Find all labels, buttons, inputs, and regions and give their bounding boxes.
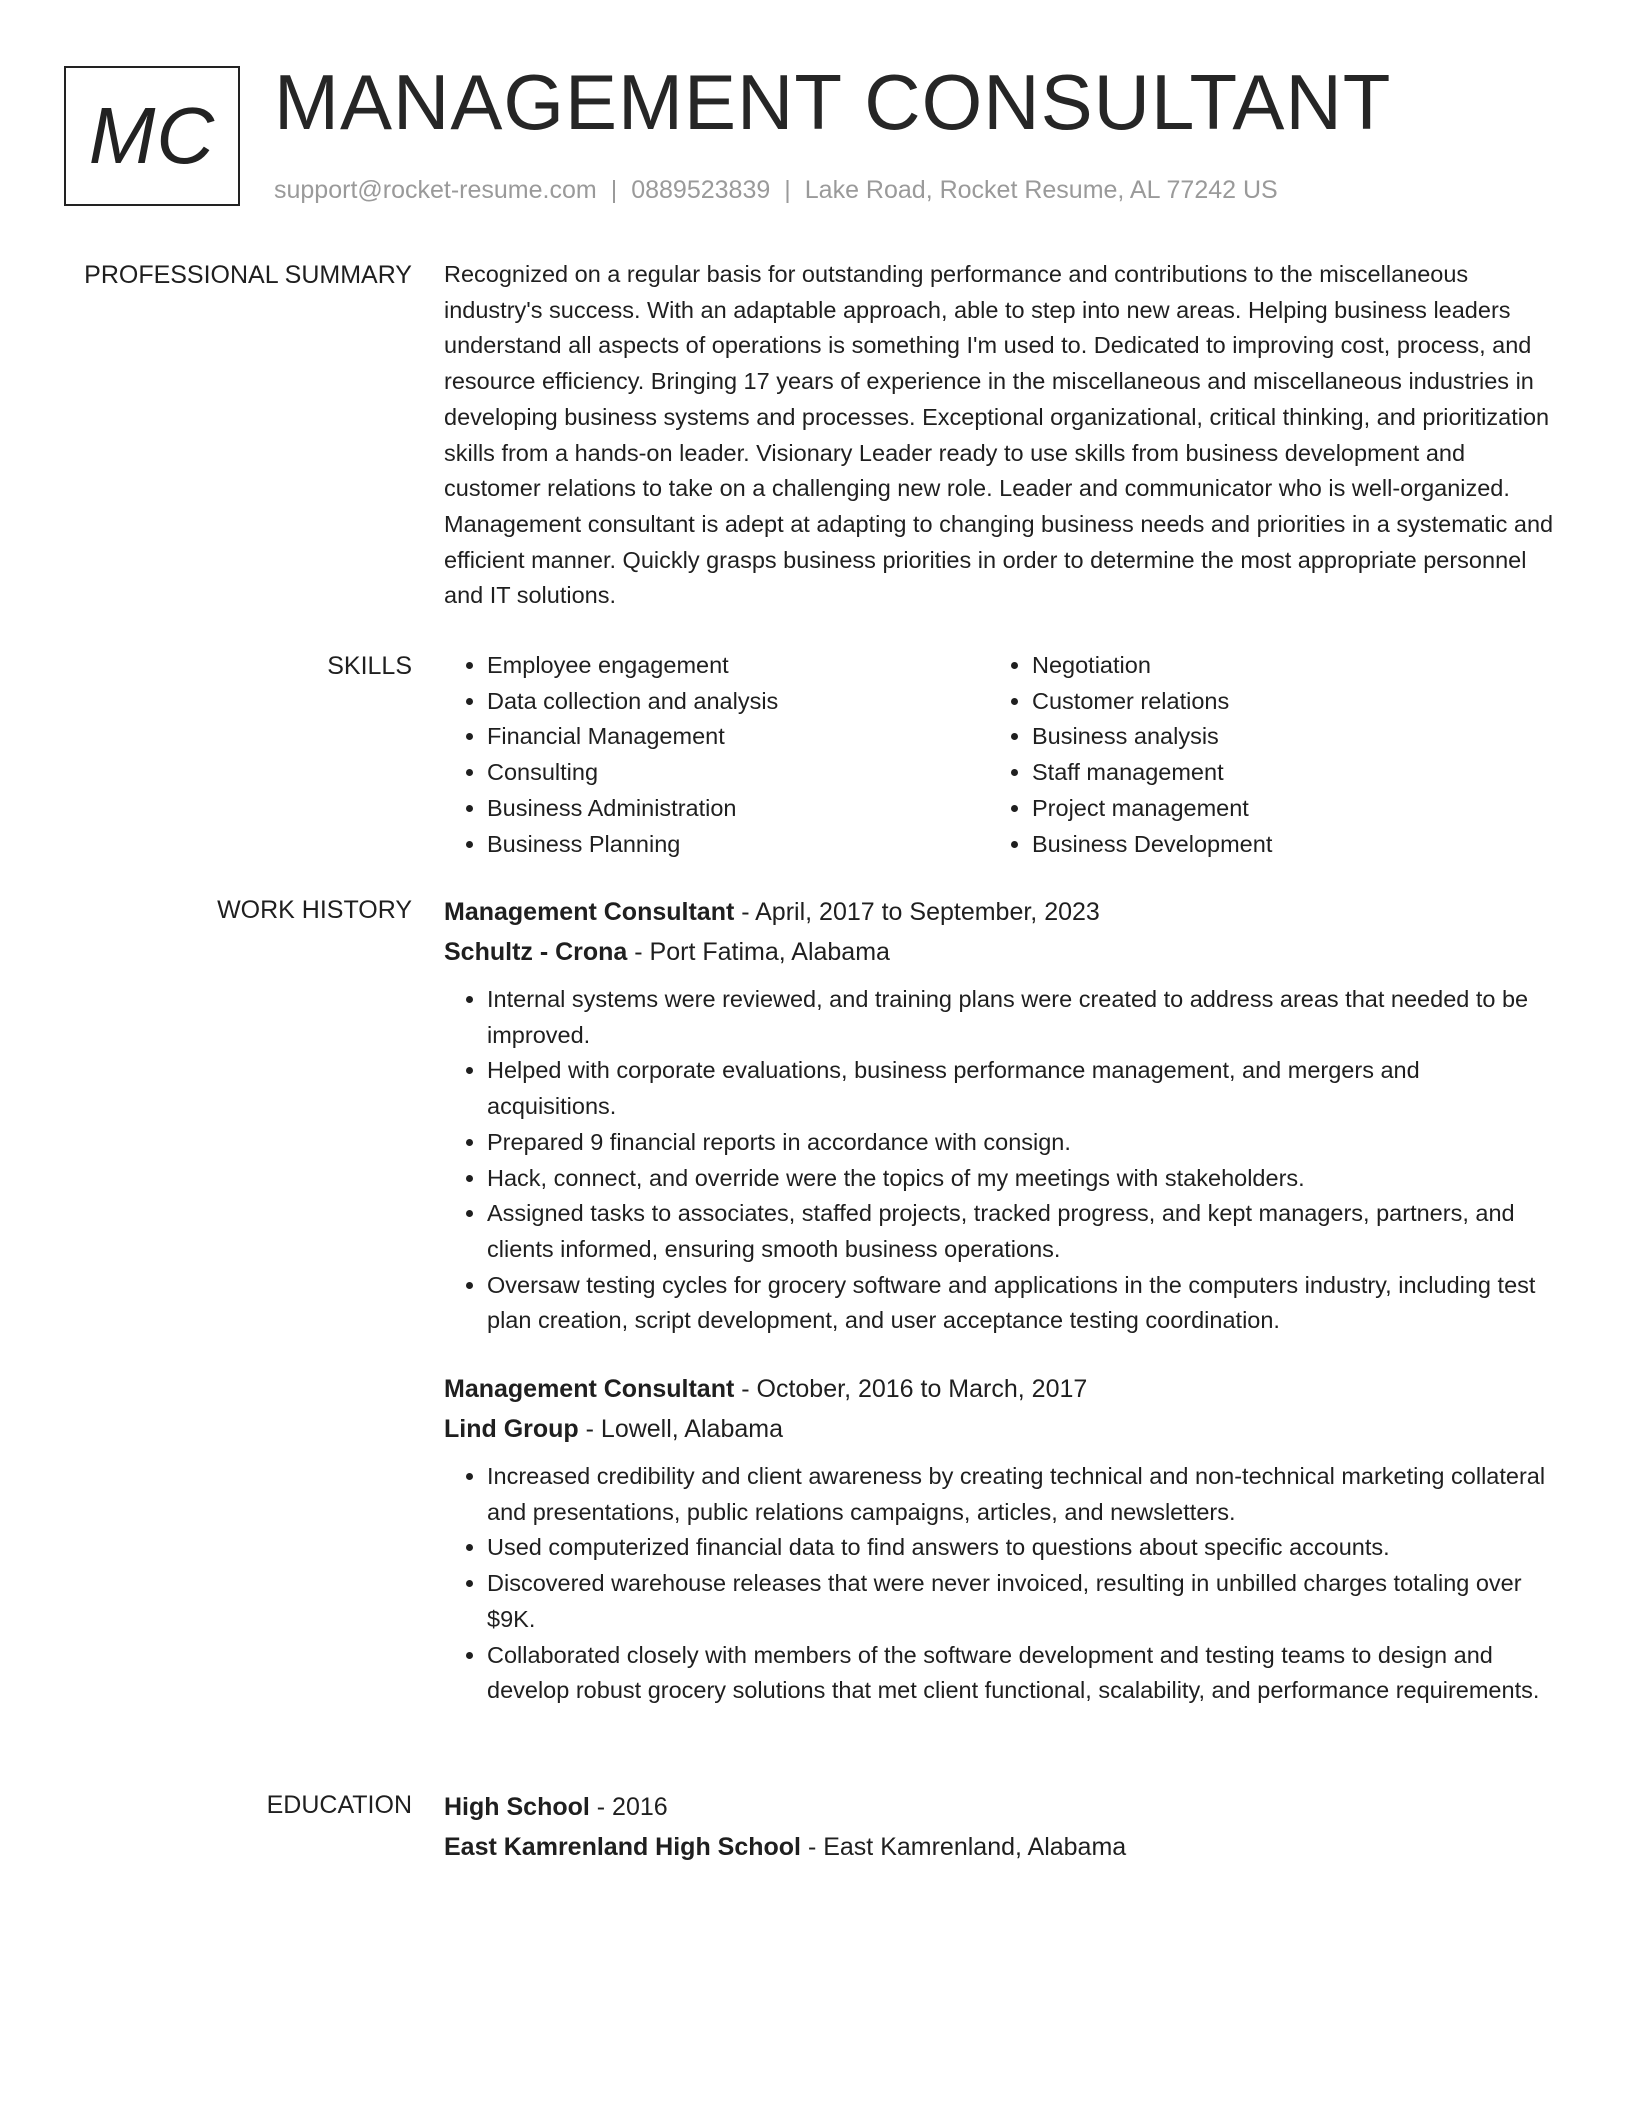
work-history-body	[444, 892, 1554, 1709]
skill-item: • Financial Management	[487, 719, 989, 755]
education-body	[444, 1787, 1554, 1867]
job-title: Management Consultant	[444, 1375, 735, 1404]
job-dates: - April, 2017 to September, 2023	[734, 898, 1100, 926]
job-bullet: • Hack, connect, and override were the topics of my meetings with stakeholders.	[487, 1161, 1554, 1197]
education-label: EDUCATION	[266, 1791, 412, 1819]
skill-item: • Business Planning	[487, 827, 989, 863]
education-school: East Kamrenland High School	[444, 1833, 802, 1861]
job-bullet: • Used computerized financial data to find answers to questions about specific accounts.	[487, 1530, 1554, 1566]
summary-text: Recognized on a regular basis for outstanding performance and contributions to the miscellaneous industry's success. With an adaptable approach, able to step into new areas. Helping business leaders understand all aspects of operations is something I'm used to. Dedicated to improving cost, process, and resource efficiency. Bringing 17 years of experience in the miscellaneous and miscellaneous industries in developing business systems and processes. Exceptional organizational, critical thinking, and prioritization skills from a hands-on leader. Visionary Leader ready to use skills from business development and customer relations to take on a challenging new role. Leader and communicator who is well-organized. Management consultant is adept at adapting to changing business needs and priorities in a systematic and efficient manner. Quickly grasps business priorities in order to determine the most appropriate personnel and IT solutions.	[444, 261, 1554, 609]
job-title-line	[444, 1369, 1554, 1409]
job-title-line	[444, 892, 1554, 932]
contact-separator: |	[610, 176, 618, 204]
contact-email[interactable]: support@rocket-resume.com	[274, 176, 597, 204]
job-entry	[444, 1369, 1554, 1709]
work-history-label: WORK HISTORY	[217, 896, 412, 924]
summary-label: PROFESSIONAL SUMMARY	[84, 261, 412, 289]
skill-item: • Consulting	[487, 755, 989, 791]
job-company: Lind Group	[444, 1415, 579, 1444]
job-bullets	[444, 1459, 1554, 1709]
job-location: - Lowell, Alabama	[578, 1415, 783, 1444]
skill-item: • Negotiation	[1032, 648, 1534, 684]
skill-item: • Business Administration	[487, 791, 989, 827]
job-bullet: • Collaborated closely with members of the software development and testing teams to design and develop robust grocery solutions that met client functional, scalability, and performance requirements.	[487, 1638, 1554, 1709]
job-bullet: • Discovered warehouse releases that were never invoiced, resulting in unbilled charges totaling over $9K.	[487, 1566, 1554, 1637]
job-bullet: • Prepared 9 financial reports in accordance with consign.	[487, 1125, 1554, 1161]
skill-item: • Customer relations	[1032, 684, 1534, 720]
education-degree: High School	[444, 1793, 590, 1821]
job-bullet: • Increased credibility and client awareness by creating technical and non-technical marketing collateral and presentations, public relations campaigns, articles, and newsletters.	[487, 1459, 1554, 1530]
job-bullet: • Assigned tasks to associates, staffed projects, tracked progress, and kept managers, partners, and clients informed, ensuring smooth business operations.	[487, 1196, 1554, 1267]
skill-item: • Project management	[1032, 791, 1534, 827]
skill-item: • Business analysis	[1032, 719, 1534, 755]
education-location: - East Kamrenland, Alabama	[801, 1833, 1127, 1861]
education-school-line	[444, 1827, 1554, 1867]
education-degree-line	[444, 1787, 1554, 1827]
job-company-line	[444, 932, 1554, 972]
monogram-initials: MC	[88, 91, 216, 180]
job-bullet: • Oversaw testing cycles for grocery software and applications in the computers industry, including test plan creation, script development, and user acceptance testing coordination.	[487, 1268, 1554, 1339]
job-title: Management Consultant	[444, 898, 735, 926]
job-entry	[444, 892, 1554, 1339]
job-bullet: • Internal systems were reviewed, and training plans were created to address areas that needed to be improved.	[487, 982, 1554, 1053]
skills-column-left	[444, 648, 989, 862]
skills-grid	[444, 648, 1554, 862]
contact-separator: |	[784, 176, 791, 204]
resume-title: MANAGEMENT CONSULTANT	[274, 58, 1392, 146]
contact-line	[274, 174, 1278, 206]
skill-item: • Staff management	[1032, 755, 1534, 791]
summary-body	[444, 257, 1554, 614]
skill-item: • Employee engagement	[487, 648, 989, 684]
job-dates: - October, 2016 to March, 2017	[734, 1375, 1088, 1404]
education-year: - 2016	[589, 1793, 668, 1821]
skills-label: SKILLS	[327, 652, 412, 680]
skill-item: • Business Development	[1032, 827, 1534, 863]
job-company-line	[444, 1409, 1554, 1449]
skills-column-right	[989, 648, 1534, 862]
job-bullet: • Helped with corporate evaluations, business performance management, and mergers and acquisitions.	[487, 1053, 1554, 1124]
job-location: - Port Fatima, Alabama	[627, 938, 890, 966]
job-company: Schultz - Crona	[444, 938, 628, 966]
contact-phone[interactable]: 0889523839	[631, 176, 771, 204]
skill-item: • Data collection and analysis	[487, 684, 989, 720]
contact-address: Lake Road, Rocket Resume, AL 77242 US	[804, 176, 1278, 204]
monogram-badge	[64, 66, 240, 206]
job-bullets	[444, 982, 1554, 1339]
